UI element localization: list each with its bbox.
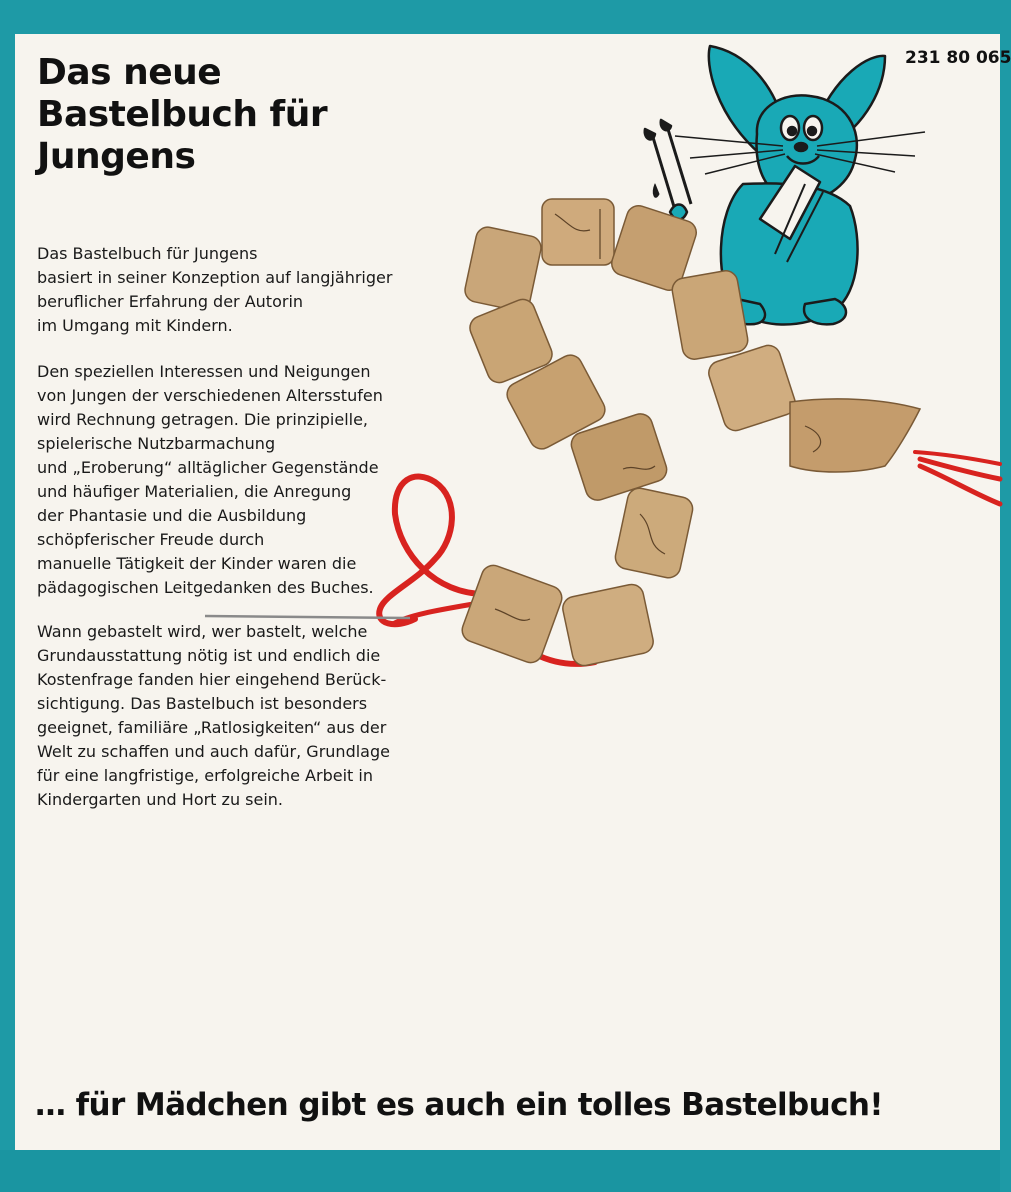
text-line: spielerische Nutzbarmachung — [37, 434, 276, 453]
text-line: wird Rechnung getragen. Die prinzipielle, — [37, 410, 369, 429]
cover-frame-top — [0, 0, 1000, 34]
cover-frame-left — [0, 0, 15, 1192]
text-line: sichtigung. Das Bastelbuch ist besonders — [37, 694, 368, 713]
text-line: geeignet, familiäre „Ratlosigkeiten“ aus der — [37, 718, 387, 737]
text-line: Kostenfrage fanden hier eingehend Berück- — [37, 670, 387, 689]
back-cover-page — [15, 34, 1011, 1150]
text-line: im Umgang mit Kindern. — [37, 316, 233, 335]
illustration-layer — [15, 34, 1000, 1150]
text-line: basiert in seiner Konzeption auf langjähriger — [37, 268, 393, 287]
text-line: und „Eroberung“ alltäglicher Gegenstände — [37, 458, 379, 477]
text-line: pädagogischen Leitgedanken des Buches. — [37, 578, 374, 597]
text-line: der Phantasie und die Ausbildung — [37, 506, 307, 525]
text-line: Grundausstattung nötig ist und endlich die — [37, 646, 381, 665]
cover-frame-bottom — [0, 1150, 1000, 1192]
text-line: und häufiger Materialien, die Anregung — [37, 482, 352, 501]
tagline: … für Mädchen gibt es auch ein tolles Bastelbuch! — [35, 1087, 883, 1123]
text-line: für eine langfristige, erfolgreiche Arbeit in — [37, 766, 373, 785]
text-line: Den speziellen Interessen und Neigungen — [37, 362, 371, 381]
title-line: Bastelbuch für — [37, 94, 328, 135]
text-line: Wann gebastelt wird, wer bastelt, welche — [37, 622, 368, 641]
text-line: schöpferischer Freude durch — [37, 530, 265, 549]
title-line: Das neue — [37, 52, 222, 93]
text-line: Kindergarten und Hort zu sein. — [37, 790, 284, 809]
catalog-number: 231 80 065 — [905, 48, 1011, 68]
text-line: Das Bastelbuch für Jungens — [37, 244, 258, 263]
text-line: Welt zu schaffen und auch dafür, Grundlage — [37, 742, 390, 761]
text-line: von Jungen der verschiedenen Altersstufen — [37, 386, 383, 405]
text-line: beruflicher Erfahrung der Autorin — [37, 292, 304, 311]
title-line: Jungens — [37, 136, 196, 177]
text-line: manuelle Tätigkeit der Kinder waren die — [37, 554, 357, 573]
